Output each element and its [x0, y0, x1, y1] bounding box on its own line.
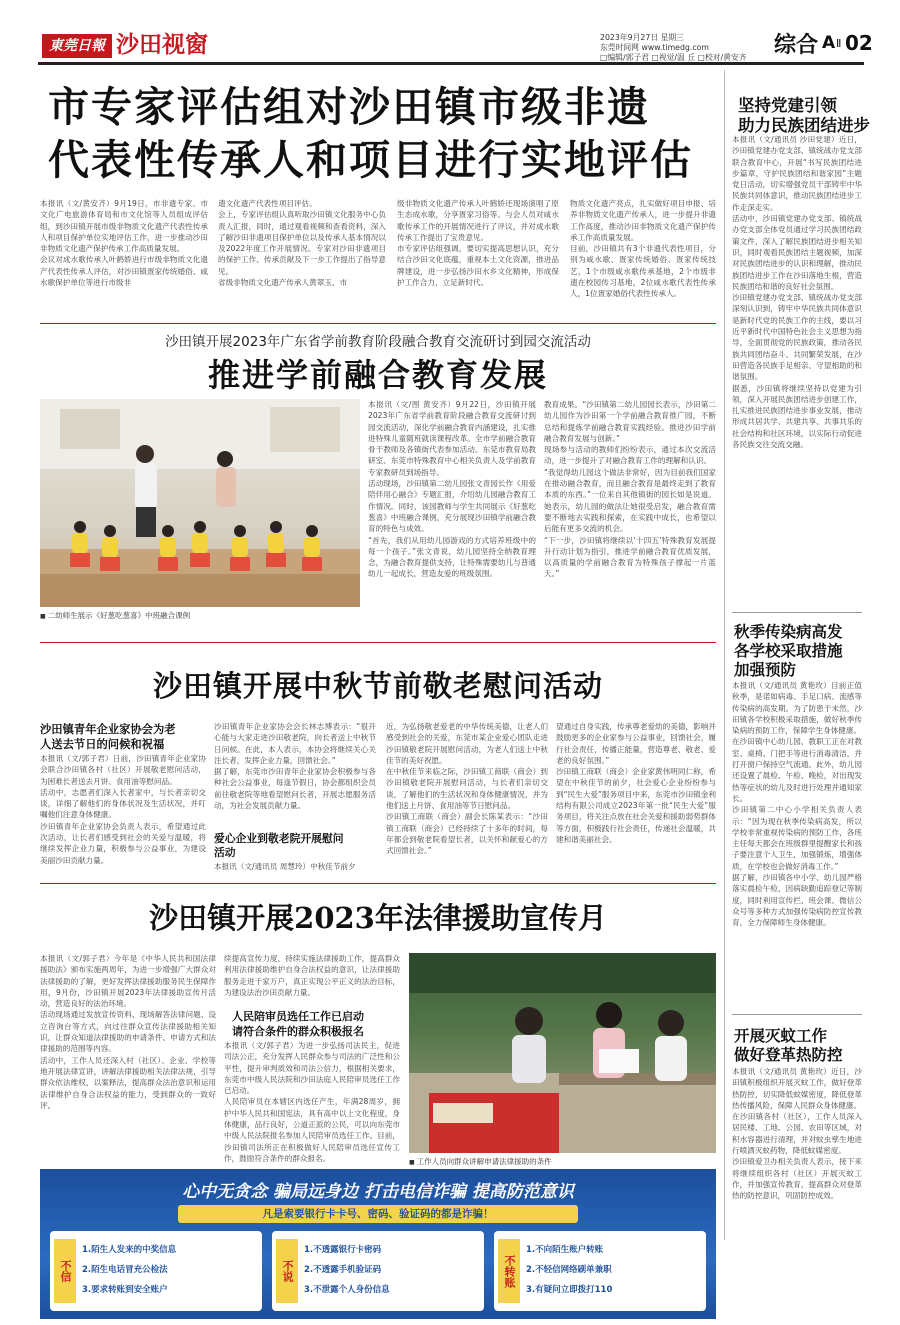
section-name: 沙田视窗: [116, 31, 208, 58]
banner-box-3-tag: 不转账: [498, 1239, 520, 1303]
banner-box-3: [494, 1231, 706, 1311]
midautumn-col2: 沙田镇青年企业家协会会长林志博表示：“很开心能与大家走进沙田敬老院，向长者送上中秋节日问候。在此，本人表示，本协会将继续关心关注长者，发挥企业力量，回馈社会。” 据了解，东莞市沙田青年企业家协会积极参与各种社会公益事业，每逢节假日，协会都组织会员前往敬老院等地看望慰问长者，开展志愿服务活动，为社会发展贡献力量。: [214, 722, 376, 811]
website: 东莞时间网 www.timedg.com: [600, 43, 709, 52]
masthead-rule: [38, 62, 864, 65]
banner-box-1: [50, 1231, 262, 1311]
midautumn-sub2-title-line1: 爱心企业到敬老院开展慰问: [214, 832, 344, 845]
legal-photo-caption: ■ 工作人员向群众讲解申请法律援助的条件: [409, 1156, 552, 1167]
legal-col1: 本报讯（文/郭子君）今年是《中华人民共和国法律援助法》颁布实施两周年，为进一步增强广大群众对法律援助的了解，更好发挥法律援助服务民生保障作用，9月份，沙田镇开展2023年法律援助宣传月活动，营造良好的法治环境。 活动现场通过发放宣传资料、现场解答法律问题、设立咨询台等方式，向过往群众宣传法律援助相关知识，让群众知道法律援助的申请条件、申请方式和法律援助的范围等内容。 活动中，工作人员还深入村（社区）、企业、学校等地开展法律宣讲，讲解法律援助相关法律法规，引导群众依法维权，以案释法，提高群众法治意识和运用法律维护自身合法权益的能力，受到群众的一致好评。: [40, 954, 216, 1110]
banner-box-2-line2: 2.不透露手机验证码: [304, 1265, 382, 1275]
divider-1: [40, 323, 716, 324]
legal-headline: 沙田镇开展2023年法律援助宣传月: [149, 901, 607, 935]
preschool-photo-caption: ■ 二幼师生展示《好葱吃葱喜》中班融合课例: [40, 610, 190, 621]
page-divider: Ⅱ: [836, 37, 842, 50]
sidebar-divider-1: [732, 612, 862, 613]
banner-box-1-line3: 3.要求转账到安全账户: [82, 1285, 168, 1295]
sidebar-story1-text: 本报讯（文/通讯员 沙田党建）近日，沙田镇党建办党支部、镇统战办党支部联合教育中心，开展“书写民族团结进步篇章，守护民族团结和谐家园”主题党日活动，切实增强党员干部铸牢中华民族共同体意识，推动民族团结进步工作走深走实。 活动中，沙田镇党建办党支部、镇统战办党支部全体党员通过学习民族团结政策文件，深入了解民族团结进步相关知识，同时观看民族团结主题视频，加深对民族团结进步的认识和理解，推动民族团结进步工作在沙田落地生根，营造民族团结和谐的良好社会氛围。 沙田镇党建办党支部、镇统战办党支部深刻认识到，铸牢中华民族共同体意识是新时代党的民族工作的主线，要以习近平新时代中国特色社会主义思想为指导，全面贯彻党的民族政策，推动各民族共同团结奋斗、共同繁荣发展，在沙田营造各民族手足相亲、守望相助的和谐氛围。 据悉，沙田镇将继续坚持以党建为引领，深入开展民族团结进步创建工作，扎实推进民族团结进步事业发展，推动形成共居共学、共建共享、共事共乐的社会结构和社区环境，以实际行动促进各民族交往交流交融。: [732, 135, 862, 450]
sidebar-story2-title-line3: 加强预防: [734, 660, 797, 679]
banner-box-3-line1: 1.不向陌生账户转账: [526, 1245, 604, 1255]
divider-3: [40, 883, 716, 884]
sidebar-divider-2: [732, 1014, 862, 1015]
midautumn-sub2-byline: 本报讯（文/通讯员 周慧玲）中秋佳节前夕: [214, 862, 356, 871]
sidebar-story2-text: 本报讯（文/通讯员 黄艳玫）目前正值秋季，是诺如病毒、手足口病、流感等传染病的高发期。为了防患于未然，沙田镇各学校积极采取措施，做好秋季传染病的预防工作，保障学生身体健康。 在沙田镇中心幼儿园，教职工正在对教室、桌椅、门把手等进行消毒清洁，并打开窗户保持空气流通。此外，幼儿园还设置了晨检、午检、晚检，对出现发热等症状的幼儿及时进行处理并通知家长。 沙田镇第二中心小学相关负责人表示：“因为现在秋季传染病高发，所以学校非常重视传染病的预防工作，各班主任每天都会在班级群里提醒家长和孩子要注意个人卫生，加强锻炼，增强体质，在学校也会做好消毒工作。” 据了解，沙田镇各中小学、幼儿园严格落实晨检午检、因病缺勤追踪登记等制度，同时利用宣传栏、班会课、微信公众号等多种方式加强传染病防控宣传教育，全力保障师生身体健康。: [732, 681, 862, 928]
divider-2: [40, 642, 716, 643]
date-line: 2023年9月27日 星期三: [600, 33, 684, 42]
banner-box-2-line1: 1.不透露银行卡密码: [304, 1245, 382, 1255]
midautumn-col3: 近，为弘扬敬老爱老的中华传统美德，让老人们感受到社会的关爱，东莞市某企业爱心团队走进沙田镇敬老院开展慰问活动，为老人们送上中秋佳节的美好祝愿。 在中秋佳节来临之际，沙田镇工商联（商会）到沙田镇敬老院开展慰问活动，与长者们亲切交谈，了解他们的生活状况和身体健康情况，并为他们送上月饼、食用油等节日慰问品。 沙田镇工商联（商会）副会长陈某表示：“沙田镇工商联（商会）已经持续了十多年的时间，每年都会到敬老院看望长者，以关怀和献爱心的方式回馈社会。”: [386, 722, 548, 856]
banner-warning: 凡是索要银行卡卡号、密码、验证码的都是诈骗！: [178, 1205, 578, 1223]
banner-box-2: [272, 1231, 484, 1311]
legal-col2: 续提高宣传力度，持续实施法律援助工作，提高群众利用法律援助维护自身合法权益的意识，让法律援助服务走进千家万户，真正实现公平正义的法治目标，为建设法治沙田贡献力量。: [224, 954, 400, 997]
page-letter: A: [822, 33, 836, 53]
preschool-col2: 教育成果。“沙田镇第二幼儿园园长表示，沙田第二幼儿园作为沙田第一个学前融合教育推广园，不断总结和提炼学前融合教育实践经验。推进沙田学前融合教育发展与创新。” 现场参与活动的教师们纷纷表示，通过本次交流活动，进一步提升了对融合教育工作的理解和认识。 “我觉得幼儿园这个做法非常好，因为目前我们国家在推动融合教育，而且融合教育是最终走到了教育本质的东西。”一位来自其他镇街的园长如是说道。她表示，幼儿园的做法让她很受启发，融合教育需要不断地去实践和探索，在实践中成长，也希望以后能有更多交流的机会。 “下一步，沙田镇将继续以‘十四五’特殊教育发展提升行动计划为指引，推进学前融合教育优质发展，以高质量的学前融合教育为特殊孩子撑起一片蓝天。”: [544, 400, 716, 579]
legal-box-title-line2: 请符合条件的群众积极报名: [232, 1025, 364, 1038]
lead-col2: 遗文化遗产代表性项目评估。 会上，专家评估组认真听取沙田镇文化服务中心负责人汇报，同时，通过观看视频和查看资料，深入了解沙田非遗项目保护单位以及传承人基本情况以及2022年度工作开展情况。专家对沙田非遗项目的保护工作、传承贡献及下一步工作提出了指导意见。 省级非物质文化遗产传承人黄翠玉、市: [218, 199, 386, 288]
banner-box-1-line1: 1.陌生人发来的中奖信息: [82, 1245, 177, 1255]
preschool-kicker: 沙田镇开展2023年广东省学前教育阶段融合教育交流研讨到园交流活动: [165, 334, 591, 350]
paper-logo: 東莞日報: [42, 34, 112, 58]
sidebar-story2-title-line1: 秋季传染病高发: [734, 622, 843, 641]
sidebar-story3-text: 本报讯（文/通讯员 黄艳玫）近日，沙田镇积极组织开展灭蚊工作，做好登革热防控，切实降低蚊媒密度，降低登革热传播风险，保障人民群众身体健康。 在沙田镇各村（社区），工作人员深入居民楼、工地、公园、农田等区域，对积水容器进行清理，并对蚊虫孳生地进行喷洒灭蚊药物，降低蚊媒密度。 沙田镇爱卫办相关负责人表示，接下来将继续组织各村（社区）开展灭蚊工作，并加强宣传教育，提高群众对登革热的防控意识，巩固防控成效。: [732, 1067, 862, 1201]
preschool-headline: 推进学前融合教育发展: [207, 356, 548, 394]
banner-box-2-line3: 3.不泄露个人身份信息: [304, 1285, 390, 1295]
editors: □编辑/郭子君 □视觉/温 丘 □校对/黄安齐: [600, 53, 747, 62]
midautumn-col4: 望通过自身实践，传承尊老爱幼的美德，影响并鼓励更多的企业家参与公益事业，回馈社会，履行社会责任，传播正能量，营造尊老、敬老、爱老的良好氛围。” 沙田镇工商联（商会）企业家黄伟明同仁称，希望在中秋佳节的前夕，社会爱心企业纷纷参与到“民生大爱”服务项目中来，东莞市沙田镇金利结构有限公司成立2023年第一批“民生大爱”服务项目，将关注点放在社会关爱和援助弱势群体等方面，积极践行社会责任，传递社会温暖，共建和谐美丽社会。: [556, 722, 716, 844]
midautumn-sub1-title-line1: 沙田镇青年企业家协会为老: [40, 723, 176, 736]
sidebar-story3-title-line1: 开展灭蚊工作: [734, 1026, 828, 1045]
sidebar-story1-title-line2: 助力民族团结进步: [738, 116, 870, 135]
page-label: 综合: [774, 32, 819, 58]
lead-col4: 物质文化遗产亮点，扎实做好项目申报、培养非物质文化遗产传承人，进一步提升非遗工作高度，推动沙田非物质文化遗产保护传承工作高质量发展。 目前，沙田镇共有3个非遗代表性项目，分别为咸水歌、疍家传统婚俗、疍家传统技艺，1个市级咸水歌传承基地，2个市级非遗在校园传习基地，2位咸水歌代表性传承人，1位疍家婚俗代表性传承人。: [570, 199, 716, 299]
page-number: 02: [845, 31, 873, 55]
lead-headline-line2: 代表性传承人和项目进行实地评估: [48, 136, 693, 184]
midautumn-headline: 沙田镇开展中秋节前敬老慰问活动: [152, 669, 603, 703]
masthead: [0, 0, 900, 62]
preschool-photo: [40, 399, 360, 607]
legal-photo: [409, 953, 716, 1153]
anti-fraud-banner: [40, 1169, 716, 1319]
sidebar-story3-title-line2: 做好登革热防控: [734, 1045, 843, 1064]
lead-col3: 级非物质文化遗产传承人叶鹤娇还现场演唱了原生态成水歌，分享疍家习俗等。与会人员对咸水歌传承工作的开展情况进行了评议，并对成水歌传承工作提出了宝贵意见。 市专家评估组强调，要切实提高思想认识，充分结合沙田文化底蕴，重视本土文化资源，推进品牌建设，进一步弘扬沙田水乡文化精神，形成保护工作合力，立足新时代。: [397, 199, 559, 288]
legal-box-text: 本报讯（文/郭子君）为进一步弘扬司法民主，促进司法公正，充分发挥人民群众参与司法的广泛性和公平性，提升审判质效和司法公信力，根据相关要求，东莞市中级人民法院和沙田法庭人民陪审员选任工作已启动。 人民陪审员在本辖区内选任产生，年满28周岁，拥护中华人民共和国宪法，具有高中以上文化程度，身体健康，品行良好，公道正派的公民，可以向东莞市中级人民法院报名参加人民陪审员选任工作。目前，沙田镇司法所正在积极做好人民陪审员选任宣传工作，鼓励符合条件的群众报名。: [224, 1041, 400, 1163]
sidebar-story2-title-line2: 各学校采取措施: [734, 641, 843, 660]
sidebar-divider: [724, 70, 725, 1240]
banner-box-1-tag: 不信: [54, 1239, 76, 1303]
midautumn-sub2-title-line2: 活动: [214, 846, 236, 859]
midautumn-sub1-title-line2: 人送去节日的问候和祝福: [40, 738, 165, 751]
legal-box-title-line1: 人民陪审员选任工作已启动: [232, 1010, 364, 1023]
midautumn-sub1-text: 本报讯（文/郭子君）日前，沙田镇青年企业家协会联合沙田镇各村（社区）开展敬老慰问活动，为困难长者送去月饼、食用油等慰问品。 活动中，志愿者们深入长者家中，与长者亲切交谈，详细了解他们的身体状况及生活状况，并叮嘱他们注意身体健康。 沙田镇青年企业家协会负责人表示，希望通过此次活动，让长者们感受到社会的关爱与温暖，将继续发挥企业力量，积极参与公益事业，为建设美丽沙田贡献力量。: [40, 754, 206, 865]
classroom-scene: [40, 399, 360, 607]
consultation-scene: [409, 953, 716, 1153]
banner-box-3-line2: 2.不轻信网络刷单兼职: [526, 1265, 612, 1275]
banner-box-1-line2: 2.陌生电话冒充公检法: [82, 1265, 168, 1275]
lead-headline-line1: 市专家评估组对沙田镇市级非遗: [48, 83, 650, 131]
banner-box-2-tag: 不说: [276, 1239, 298, 1303]
banner-box-3-line3: 3.有疑问立即拨打110: [526, 1285, 613, 1295]
sidebar-story1-title-line1: 坚持党建引领: [738, 96, 837, 115]
banner-slogan: 心中无贪念 骗局远身边 打击电信诈骗 提高防范意识: [182, 1182, 574, 1202]
lead-col1: 本报讯（文/黄安齐）9月19日，市非遗专家、市文化广电旅游体育局和市文化馆等人员组成评估组，到沙田镇开展市级非物质文化遗产代表性传承人和项目保护单位实地评估工作，进一步推动沙田非物质文化遗产保护传承工作高质量发展。 会议对成水歌传承人叶鹤娇进行市级非物质文化遗产代表性传承人评估，对沙田镇疍家传统婚俗、咸水歌保护单位等进行市级非: [40, 199, 208, 288]
preschool-col1: 本报讯（文/图 黄安齐）9月22日，沙田镇开展2023年广东省学前教育阶段融合教育交流研讨到园交流活动，深化学前融合教育内涵建设，扎实推进特殊儿童随班就读课程改革。全市学前融合教育骨干教师及各镇街代表参加活动。东莞市教育局教研室、东莞市特殊教育中心相关负责人及学前教育专家教研员到场指导。 活动现场，沙田镇第二幼儿园张文青园长作《用爱陪伴用心融合》专题汇报，介绍幼儿园融合教育工作情况。同时，该园教师与学生共同展示《好葱吃葱喜》中班融合课例，充分展现沙田镇学前融合教育的特色与成效。 “首先，我们从用幼儿园游戏的方式培养班级中的每一个孩子。”张文青说，幼儿园坚持全纳教育理念，为融合教育提供支持，让特殊需要幼儿与普通幼儿一起成长，营造友爱的班级氛围。: [368, 400, 536, 579]
